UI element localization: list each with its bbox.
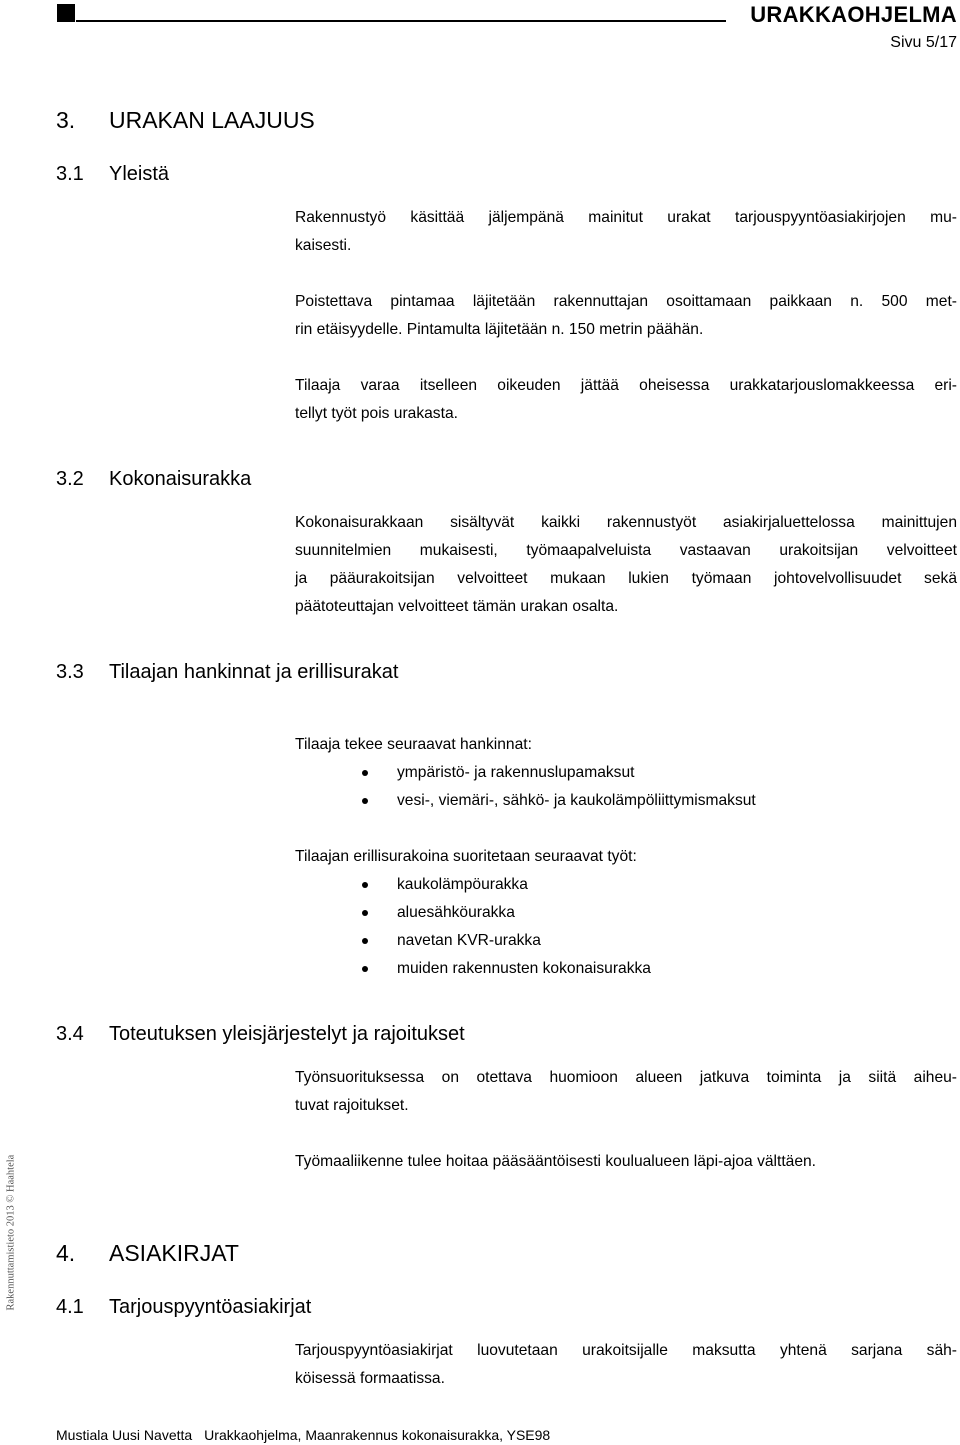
paragraph-line: rin etäisyydelle. Pintamulta läjitetään n. 150 metrin päähän. [295,321,704,338]
section-3-3-heading [56,661,398,684]
paragraph-line: Tilaaja tekee seuraavat hankinnat: [295,736,532,753]
paragraph-line: tuvat rajoitukset. [295,1097,409,1114]
list-item-text: navetan KVR-urakka [397,932,541,949]
paragraph [295,1337,957,1393]
bullet-dot-icon [362,882,368,888]
section-number: 4. [56,1240,76,1266]
list-item [360,899,651,927]
bullet-dot-icon [362,938,368,944]
bullet-dot-icon [362,966,368,972]
paragraph [295,843,957,871]
list-item [360,955,651,983]
document-title: URAKKAOHJELMA [750,2,957,27]
paragraph-line: Työmaaliikenne tulee hoitaa pääsääntöisesti koulualueen läpi-ajoa välttäen. [295,1153,817,1170]
section-title: Kokonaisurakka [109,468,252,490]
paragraph-line: päätoteuttajan velvoitteet tämän urakan osalta. [295,598,619,615]
section-number: 3.1 [56,163,84,185]
paragraph-line: suunnitelmien mukaisesti, työmaapalveluista vastaavan urakoitsijan velvoitteet [295,542,957,559]
list-item [360,871,651,899]
header-marker-square [57,4,75,22]
section-3-1-heading [56,163,169,186]
page-number: Sivu 5/17 [890,34,957,51]
paragraph [295,288,957,344]
section-number: 4.1 [56,1296,84,1318]
paragraph [295,1064,957,1120]
section-title: ASIAKIRJAT [109,1240,239,1266]
footer-document: Urakkaohjelma, Maanrakennus kokonaisurakka, YSE98 [204,1427,551,1443]
paragraph-line: Tilaaja varaa itselleen oikeuden jättää oheisessa urakkatarjouslomakkeessa eri- [295,377,957,394]
section-4-1-heading [56,1296,311,1319]
footer-project: Mustiala Uusi Navetta [56,1427,193,1443]
paragraph-line: Poistettava pintamaa läjitetään rakennuttajan osoittamaan paikkaan n. 500 met- [295,293,957,310]
page-footer [56,1427,550,1443]
section-number: 3.4 [56,1023,84,1045]
section-number: 3.2 [56,468,84,490]
section-title: Tilaajan hankinnat ja erillisurakat [109,661,399,683]
paragraph-line: ja pääurakoitsijan velvoitteet mukaan lukien työmaan johtovelvollisuudet sekä [295,570,957,587]
section-title: Yleistä [109,163,170,185]
section-3-4-heading [56,1023,465,1046]
paragraph [295,509,957,621]
list-item-text: kaukolämpöurakka [397,876,528,893]
paragraph [295,731,957,759]
paragraph-line: Tarjouspyyntöasiakirjat luovutetaan urakoitsijalle maksutta yhtenä sarjana säh- [295,1342,957,1359]
paragraph-line: köisessä formaatissa. [295,1370,445,1387]
bullet-dot-icon [362,798,368,804]
list-item [360,787,756,815]
section-number: 3. [56,107,76,133]
section-number: 3.3 [56,661,84,683]
header-rule [76,20,726,22]
list-item [360,927,651,955]
paragraph-line: Työnsuorituksessa on otettava huomioon alueen jatkuva toiminta ja siitä aiheu- [295,1069,957,1086]
paragraph-line: Tilaajan erillisurakoina suoritetaan seuraavat työt: [295,848,637,865]
paragraph [295,204,957,260]
section-title: Toteutuksen yleisjärjestelyt ja rajoitukset [109,1023,465,1045]
list-item-text: vesi-, viemäri-, sähkö- ja kaukolämpöliittymismaksut [397,792,756,809]
bullet-dot-icon [362,770,368,776]
section-3-2-heading [56,468,251,491]
paragraph-line: Kokonaisurakkaan sisältyvät kaikki rakennustyöt asiakirjaluettelossa mainittujen [295,514,957,531]
section-title: Tarjouspyyntöasiakirjat [109,1296,312,1318]
list-item-text: ympäristö- ja rakennuslupamaksut [397,764,635,781]
section-3-heading [56,107,315,134]
bullet-dot-icon [362,910,368,916]
list-item-text: aluesähköurakka [397,904,515,921]
paragraph [295,372,957,428]
paragraph-line: kaisesti. [295,237,352,254]
section-title: URAKAN LAAJUUS [109,107,315,133]
bullet-list-separate-contracts [360,871,651,983]
bullet-list-purchases [360,759,756,815]
section-4-heading [56,1240,239,1267]
list-item [360,759,756,787]
copyright-watermark: Rakennuttamistieto 2013 © Haahtela [5,1154,17,1311]
paragraph-line: Rakennustyö käsittää jäljempänä mainitut urakat tarjouspyyntöasiakirjojen mu- [295,209,957,226]
paragraph-line: tellyt työt pois urakasta. [295,405,458,422]
list-item-text: muiden rakennusten kokonaisurakka [397,960,651,977]
paragraph [295,1148,957,1176]
